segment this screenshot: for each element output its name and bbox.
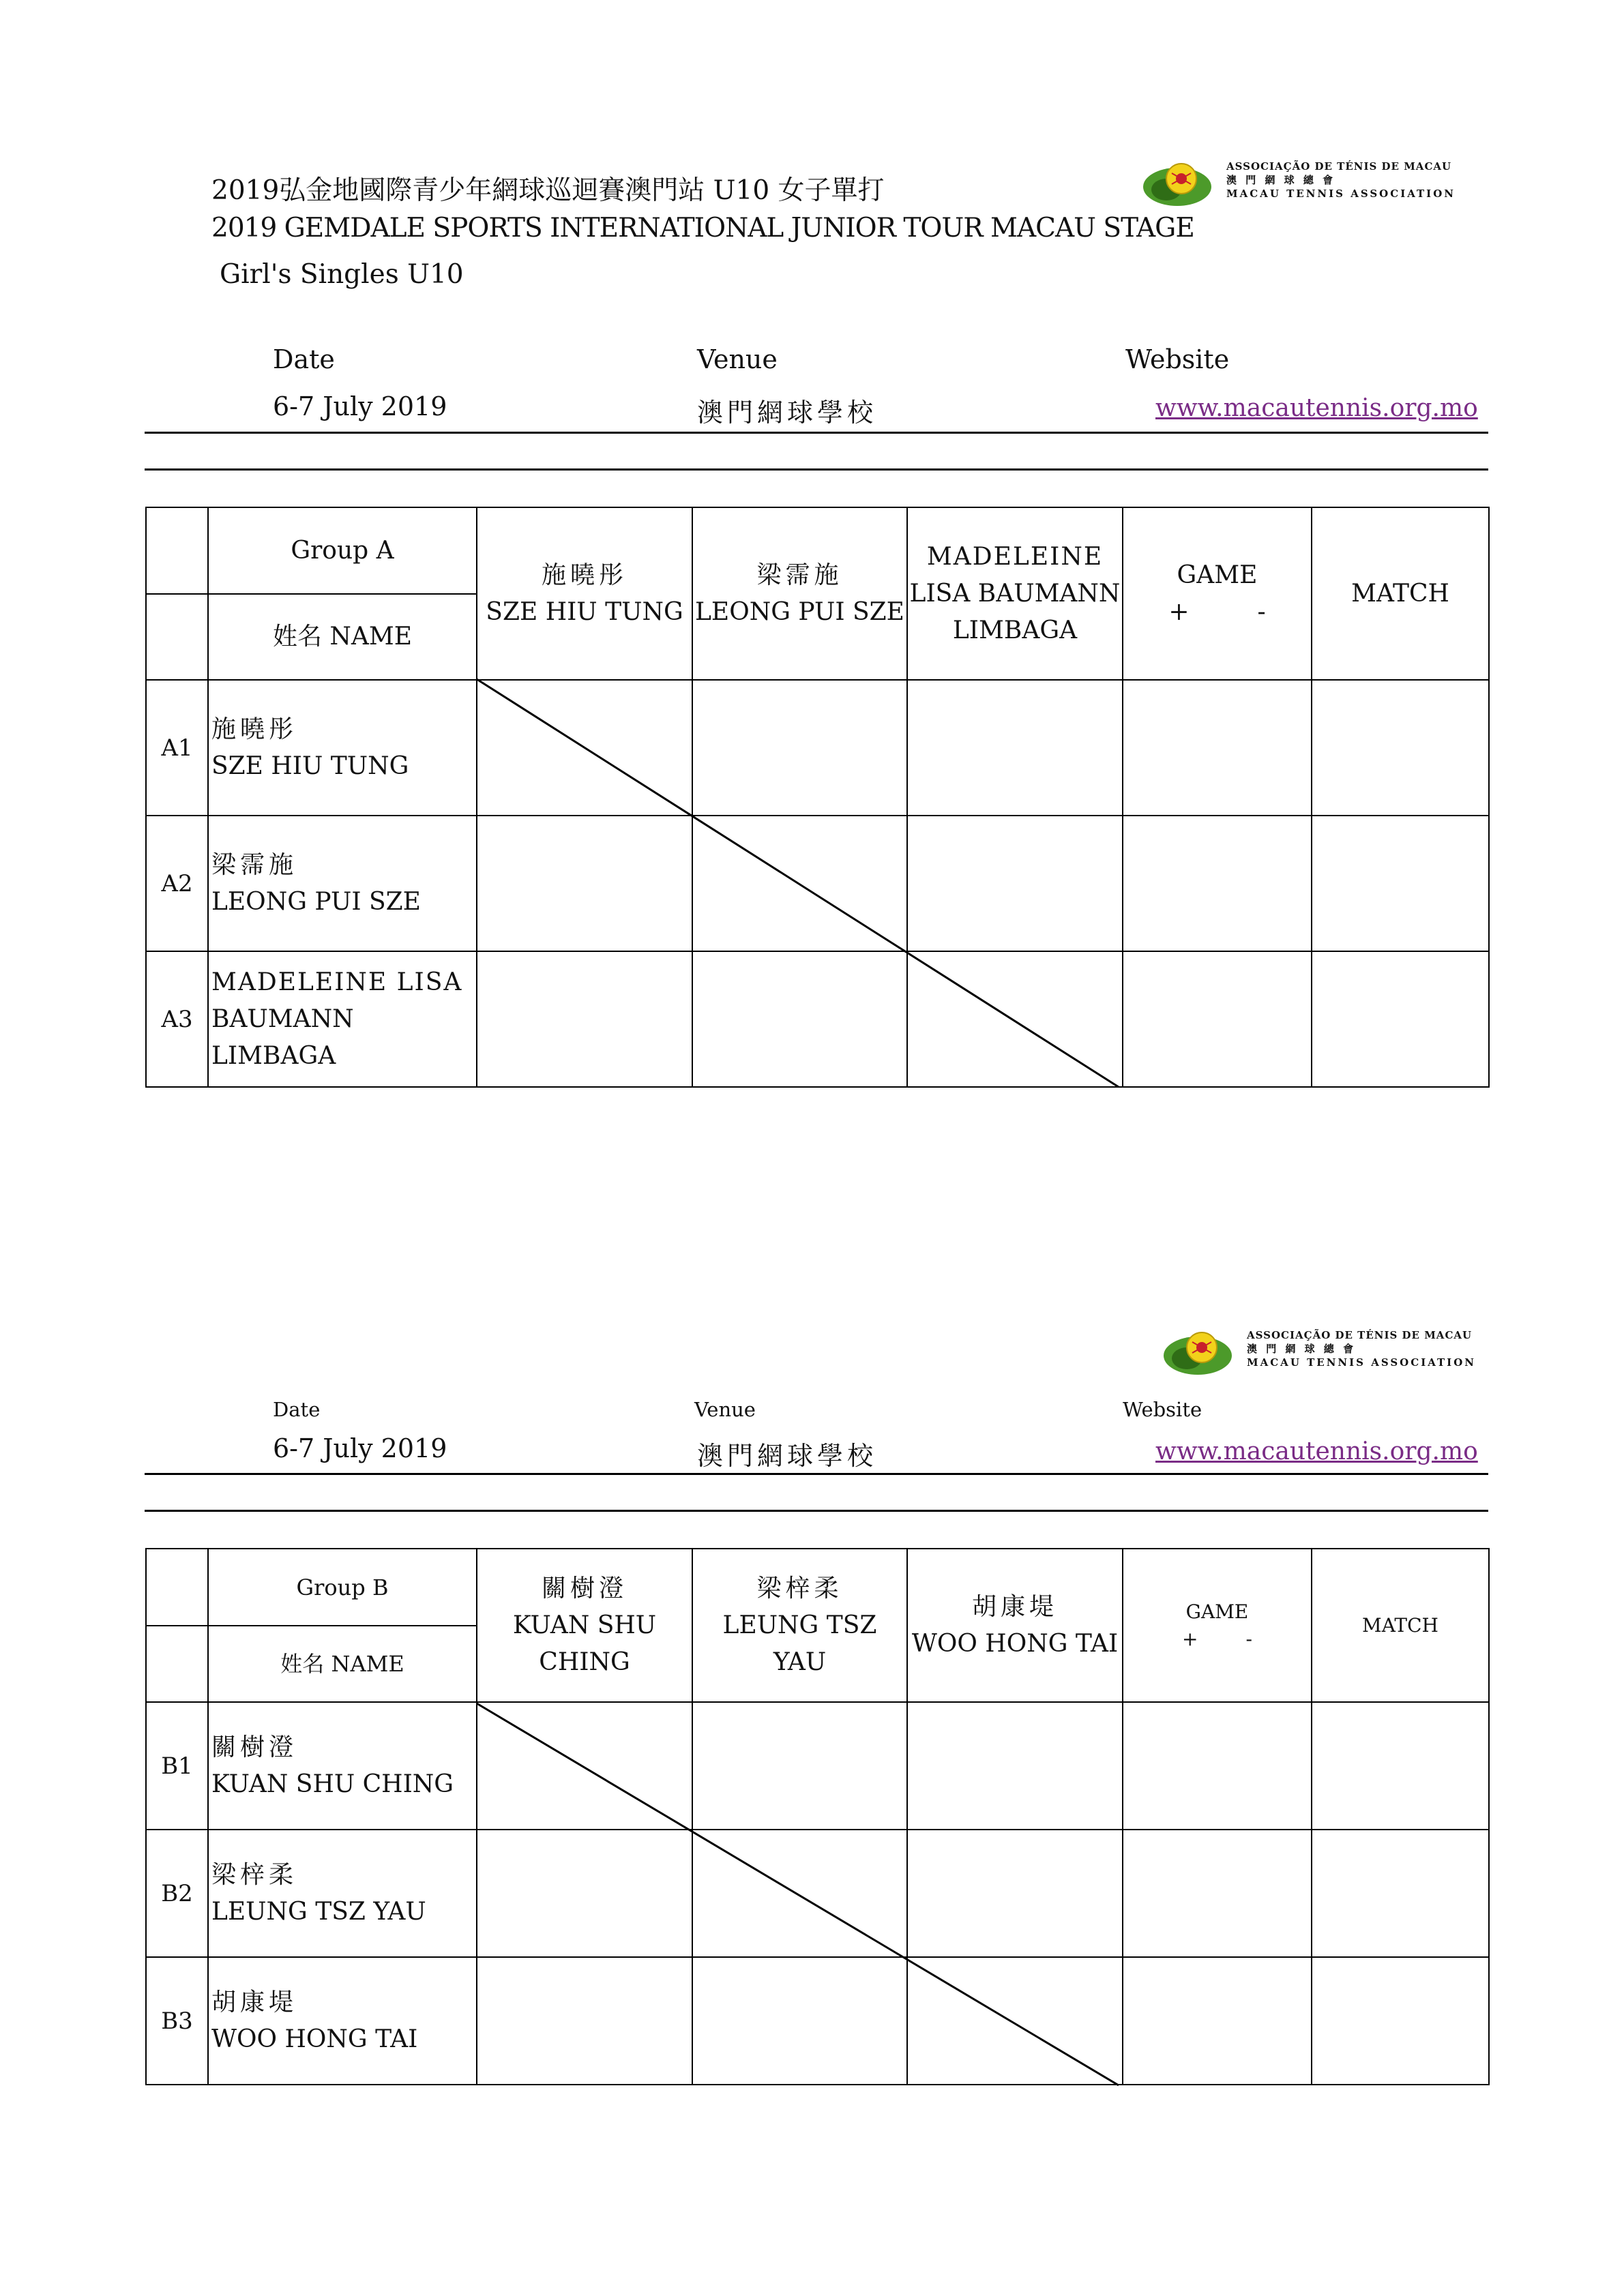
score-cell — [692, 680, 907, 816]
tennis-ball-logo-icon — [1160, 1324, 1236, 1379]
name-header: 姓名 NAME — [208, 594, 477, 680]
title-chinese: 2019弘金地國際青少年網球巡迴賽澳門站 U10 女子單打 — [211, 175, 885, 206]
game-cell — [1123, 680, 1312, 816]
score-cell — [692, 1702, 907, 1830]
corner-cell — [146, 594, 208, 680]
tennis-ball-logo-icon — [1139, 155, 1215, 210]
date-value: 6-7 July 2019 — [273, 1433, 447, 1463]
group-label: Group A — [208, 507, 477, 594]
row-id: B2 — [146, 1830, 208, 1957]
match-header: MATCH — [1312, 507, 1489, 680]
game-header: GAME + - — [1123, 1549, 1312, 1702]
player-name-a3: MADELEINE LISA BAUMANN LIMBAGA — [208, 951, 477, 1087]
match-cell — [1312, 1830, 1489, 1957]
row-id: B1 — [146, 1702, 208, 1830]
score-cell — [907, 816, 1123, 951]
title-english: 2019 GEMDALE SPORTS INTERNATIONAL JUNIOR TOUR MACAU STAGE — [211, 213, 1194, 243]
row-id: A3 — [146, 951, 208, 1087]
player-name-b3: 胡康堤 WOO HONG TAI — [208, 1957, 477, 2085]
match-cell — [1312, 816, 1489, 951]
website-link[interactable]: www.macautennis.org.mo — [1155, 1437, 1478, 1465]
score-cell — [907, 1702, 1123, 1830]
venue-label: Venue — [697, 344, 778, 374]
player-name-b1: 關樹澄 KUAN SHU CHING — [208, 1702, 477, 1830]
name-header: 姓名 NAME — [208, 1626, 477, 1702]
venue-label: Venue — [694, 1398, 756, 1421]
col-header-woo: 胡康堤 WOO HONG TAI — [907, 1549, 1123, 1702]
score-cell — [692, 816, 907, 951]
group-b-table — [145, 1548, 1490, 2085]
corner-cell — [146, 1626, 208, 1702]
logo-text: ASSOCIAÇÃO DE TÉNIS DE MACAU 澳 門 網 球 總 會 MACAU TENNIS ASSOCIATION — [1226, 160, 1456, 200]
row-id: B3 — [146, 1957, 208, 2085]
date-value: 6-7 July 2019 — [273, 391, 447, 421]
row-id: A2 — [146, 816, 208, 951]
col-header-sze: 施曉彤 SZE HIU TUNG — [477, 507, 692, 680]
score-cell — [907, 951, 1123, 1087]
col-header-madeleine: MADELEINE LISA BAUMANN LIMBAGA — [907, 507, 1123, 680]
venue-value: 澳門網球學校 — [697, 398, 878, 428]
divider — [145, 1473, 1488, 1475]
divider — [145, 1510, 1488, 1512]
match-header: MATCH — [1312, 1549, 1489, 1702]
logo-text: ASSOCIAÇÃO DE TÉNIS DE MACAU 澳 門 網 球 總 會 MACAU TENNIS ASSOCIATION — [1247, 1329, 1476, 1369]
subtitle: Girl's Singles U10 — [220, 259, 464, 290]
venue-value: 澳門網球學校 — [697, 1441, 878, 1471]
corner-cell — [146, 1549, 208, 1626]
score-cell — [692, 1957, 907, 2085]
game-cell — [1123, 1702, 1312, 1830]
col-header-leong: 梁霈施 LEONG PUI SZE — [692, 507, 907, 680]
game-cell — [1123, 1830, 1312, 1957]
score-cell — [477, 816, 692, 951]
corner-cell — [146, 507, 208, 594]
score-cell — [692, 1830, 907, 1957]
score-cell — [477, 1830, 692, 1957]
website-link[interactable]: www.macautennis.org.mo — [1155, 394, 1478, 422]
player-name-a1: 施曉彤 SZE HIU TUNG — [208, 680, 477, 816]
row-id: A1 — [146, 680, 208, 816]
game-cell — [1123, 816, 1312, 951]
website-label: Website — [1123, 1398, 1202, 1421]
score-cell — [477, 1702, 692, 1830]
association-logo — [1160, 1324, 1476, 1379]
score-cell — [477, 680, 692, 816]
score-cell — [692, 951, 907, 1087]
match-cell — [1312, 1702, 1489, 1830]
match-cell — [1312, 951, 1489, 1087]
score-cell — [907, 1957, 1123, 2085]
player-name-b2: 梁梓柔 LEUNG TSZ YAU — [208, 1830, 477, 1957]
group-label: Group B — [208, 1549, 477, 1626]
player-name-a2: 梁霈施 LEONG PUI SZE — [208, 816, 477, 951]
game-cell — [1123, 1957, 1312, 2085]
association-logo — [1139, 155, 1456, 210]
score-cell — [907, 1830, 1123, 1957]
match-cell — [1312, 1957, 1489, 2085]
date-label: Date — [273, 344, 335, 374]
col-header-leung: 梁梓柔 LEUNG TSZ YAU — [692, 1549, 907, 1702]
group-a-table — [145, 507, 1490, 1088]
game-header: GAME + - — [1123, 507, 1312, 680]
divider — [145, 432, 1488, 434]
score-cell — [477, 1957, 692, 2085]
date-label: Date — [273, 1398, 321, 1421]
website-label: Website — [1125, 344, 1230, 374]
score-cell — [477, 951, 692, 1087]
col-header-kuan: 關樹澄 KUAN SHU CHING — [477, 1549, 692, 1702]
score-cell — [907, 680, 1123, 816]
divider — [145, 468, 1488, 471]
match-cell — [1312, 680, 1489, 816]
game-cell — [1123, 951, 1312, 1087]
